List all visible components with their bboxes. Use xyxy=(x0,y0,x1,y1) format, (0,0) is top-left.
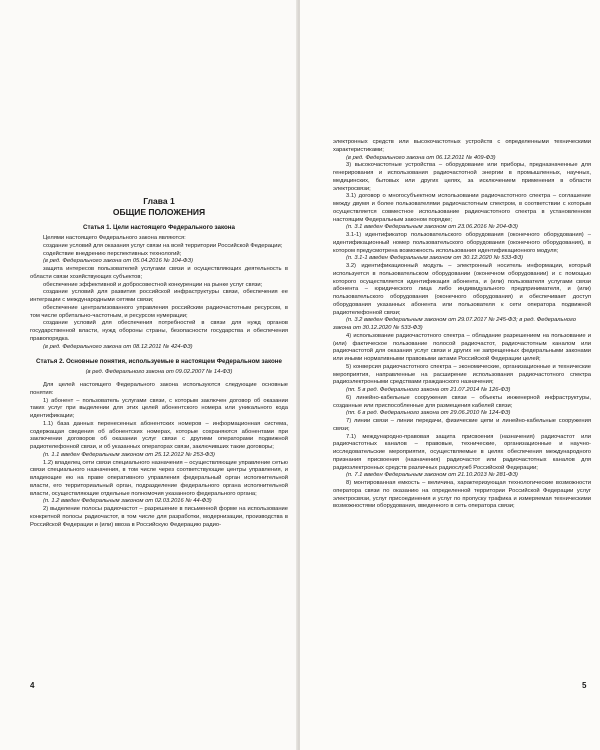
amendment-note: (п. 3.1 введен Федеральным законом от 23.06.2016 № 204-ФЗ) xyxy=(346,224,518,231)
amendment-note: (п. 3.1-1 введен Федеральным законом от 30.12.2020 № 533-ФЗ) xyxy=(346,255,524,262)
paragraph: 3.1-1) идентификатор пользовательского оборудования (оконечного оборудования) – идентификационный номер пользовательского оборудования (оконечного оборудования), в котором предусмотрена возможность использования идентификационного модуля; xyxy=(333,232,591,254)
left-page xyxy=(0,0,298,750)
paragraph: 6) линейно-кабельные сооружения связи – объекты инженерной инфраструктуры, созданные или приспособленные для размещения кабелей связи; xyxy=(333,394,591,409)
paragraph: 1) абонент – пользователь услугами связи, с которым заключен договор об оказании таких услуг при выделении для этих целей абонентского номера или уникального кода идентификации; xyxy=(30,397,288,419)
paragraph: 1.1) база данных перенесенных абонентских номеров – информационная система, содержащая сведения об абонентских номерах, которые сохраняются абонентами при заключении договоров об оказании услуг связи с другими операторами подвижной радиотелефонной связи, и об указанных операторах связи, заключивших такие договоры; xyxy=(30,420,288,450)
right-text-column xyxy=(333,139,591,511)
article-1-title: Статья 1. Цели настоящего Федерального закона xyxy=(83,224,235,231)
paragraph: 1.2) владелец сети связи специального назначения – осуществляющие управление сетью связи специального назначения, в том числе через соответствующие центры управления, и владеющие ею на праве оперативного управления федеральный орган исполнительной власти, его территориальный орган, подразделение федерального органа исполнительной власти, осуществляющие отдельные полномочия указанного федерального органа; xyxy=(30,459,288,497)
paragraph: 3.1) договор о многосубъектном использовании радиочастотного спектра – соглашение между двумя и более пользователями радиочастотным спектром, в соответствии с которым осуществляется совместное использование радиочастотного спектра в установленном настоящим Федеральным законом порядке; xyxy=(333,193,591,223)
article-2-title: Статья 2. Основные понятия, используемые в настоящем Федеральном законе xyxy=(36,358,282,366)
amendment-note: (в ред. Федерального закона от 08.12.2011 № 424-ФЗ) xyxy=(43,343,193,350)
chapter-number: Глава 1 xyxy=(143,196,175,206)
amendment-note: (п. 7.1 введен Федеральным законом от 21.10.2013 № 281-ФЗ) xyxy=(346,472,518,479)
paragraph: 3.2) идентификационный модуль – электронный носитель информации, который используется в пользовательском оборудовании (оконечном оборудовании) и с помощью которого осуществляется идентификация абонента, и (или) пользователя услугами связи абонента – юридического лица либо индивидуального предпринимателя, и (или) пользовательского оборудования (оконечного оборудования) и обеспечивает доступ оборудования указанных абонента или пользователя к сети оператора подвижной радиотелефонной связи; xyxy=(333,263,591,316)
article-2-amendment: (в ред. Федерального закона от 09.02.2007 № 14-ФЗ) xyxy=(85,369,233,376)
paragraph: 8) монтированная емкость – величина, характеризующая технологические возможности оператора связи по оказанию на определенной территории Российской Федерации услуг электросвязи, услуг присоединения и услуг по пропуску трафика и измеряемая техническими возможностями оборудования, введенного в сеть оператора связи; xyxy=(333,480,591,510)
amendment-note: (в ред. Федерального закона от 05.04.2016 № 104-ФЗ) xyxy=(43,258,194,265)
amendment-note: (в ред. Федерального закона от 06.12.2011 № 409-ФЗ) xyxy=(346,154,496,161)
amendment-note: (п. 1.1 введен Федеральным законом от 25.12.2012 № 253-ФЗ) xyxy=(43,451,215,458)
amendment-note: (пп. 5 в ред. Федерального закона от 21.07.2014 № 126-ФЗ) xyxy=(346,387,511,393)
paragraph: 7.1) международно-правовая защита присвоения (назначения) радиочастот или радиочастотных каналов – правовые, технические, организационные и научно-исследовательские мероприятия, осуществляемые в целях обеспечения международного признания присвоения (назначения) радиочастот или радиочастотных каналов для радиоэлектронных средств различных радиослужб Российской Федерации; xyxy=(333,433,591,471)
paragraph: 7) линии связи – линии передачи, физические цепи и линейно-кабельные сооружения связи; xyxy=(333,418,591,432)
amendment-note: (п. 3.2 введен Федеральным законом от 29.07.2017 № 245-ФЗ; в ред. Федерального закона от 30.12.2020 № 533-ФЗ) xyxy=(333,317,577,331)
paragraph: создание условий для оказания услуг связи на всей территории Российской Федерации; xyxy=(43,242,283,249)
paragraph: электронных средств или высокочастотных устройств с определенными техническими характеристиками; xyxy=(333,139,591,153)
page-number-right: 5 xyxy=(582,681,587,690)
paragraph: Для целей настоящего Федерального закона используются следующие основные понятия: xyxy=(30,382,288,396)
paragraph: Целями настоящего Федерального закона являются: xyxy=(43,235,186,241)
amendment-note: (пп. 6 в ред. Федерального закона от 29.06.2010 № 124-ФЗ) xyxy=(346,410,511,417)
page-number-left: 4 xyxy=(30,681,35,690)
paragraph: 5) конверсия радиочастотного спектра – экономические, организационные и технические мероприятия, направленные на расширение использования радиочастотного спектра радиоэлектронными средствами гражданского назначения; xyxy=(333,363,591,386)
paragraph: защита интересов пользователей услугами связи и осуществляющих деятельность в области связи хозяйствующих субъектов; xyxy=(30,266,288,280)
right-page xyxy=(300,0,600,750)
paragraph: создание условий для обеспечения потребностей в связи для нужд органов государственной власти, нужд обороны страны, безопасности государства и обеспечения правопорядка. xyxy=(30,320,288,342)
paragraph: создание условий для развития российской инфраструктуры связи, обеспечения ее интеграции с международными сетями связи; xyxy=(30,289,288,303)
paragraph: 3) высокочастотные устройства – оборудование или приборы, предназначенные для генерирования и использования радиочастотной энергии в промышленных, научных, медицинских, бытовых или других целях, за исключением применения в области электросвязи; xyxy=(333,162,591,192)
paragraph: содействие внедрению перспективных технологий; xyxy=(43,250,182,257)
paragraph: 4) использование радиочастотного спектра – обладание разрешением на пользование и (или) фактическое пользование полосой радиочастот, радиочастотным каналом или радиочастотой для оказания услуг связи и других не запрещенных федеральными законами или иными нормативными правовыми актами Российской Федерации целей; xyxy=(333,332,591,362)
paragraph: 2) выделение полосы радиочастот – разрешение в письменной форме на использование конкретной полосы радиочастот, в том числе для разработки, модернизации, производства в Российской Федерации и (или) ввоза в Российскую Федерацию радио- xyxy=(30,506,288,528)
amendment-note: (п. 1.2 введен Федеральным законом от 02.03.2016 № 44-ФЗ) xyxy=(43,498,212,505)
paragraph: обеспечение централизованного управления российским радиочастотным ресурсом, в том числе орбитально-частотным, и ресурсом нумерации; xyxy=(30,304,288,319)
paragraph: обеспечение эффективной и добросовестной конкуренции на рынке услуг связи; xyxy=(43,281,263,288)
chapter-title: ОБЩИЕ ПОЛОЖЕНИЯ xyxy=(112,206,206,217)
left-text-column xyxy=(30,196,288,529)
